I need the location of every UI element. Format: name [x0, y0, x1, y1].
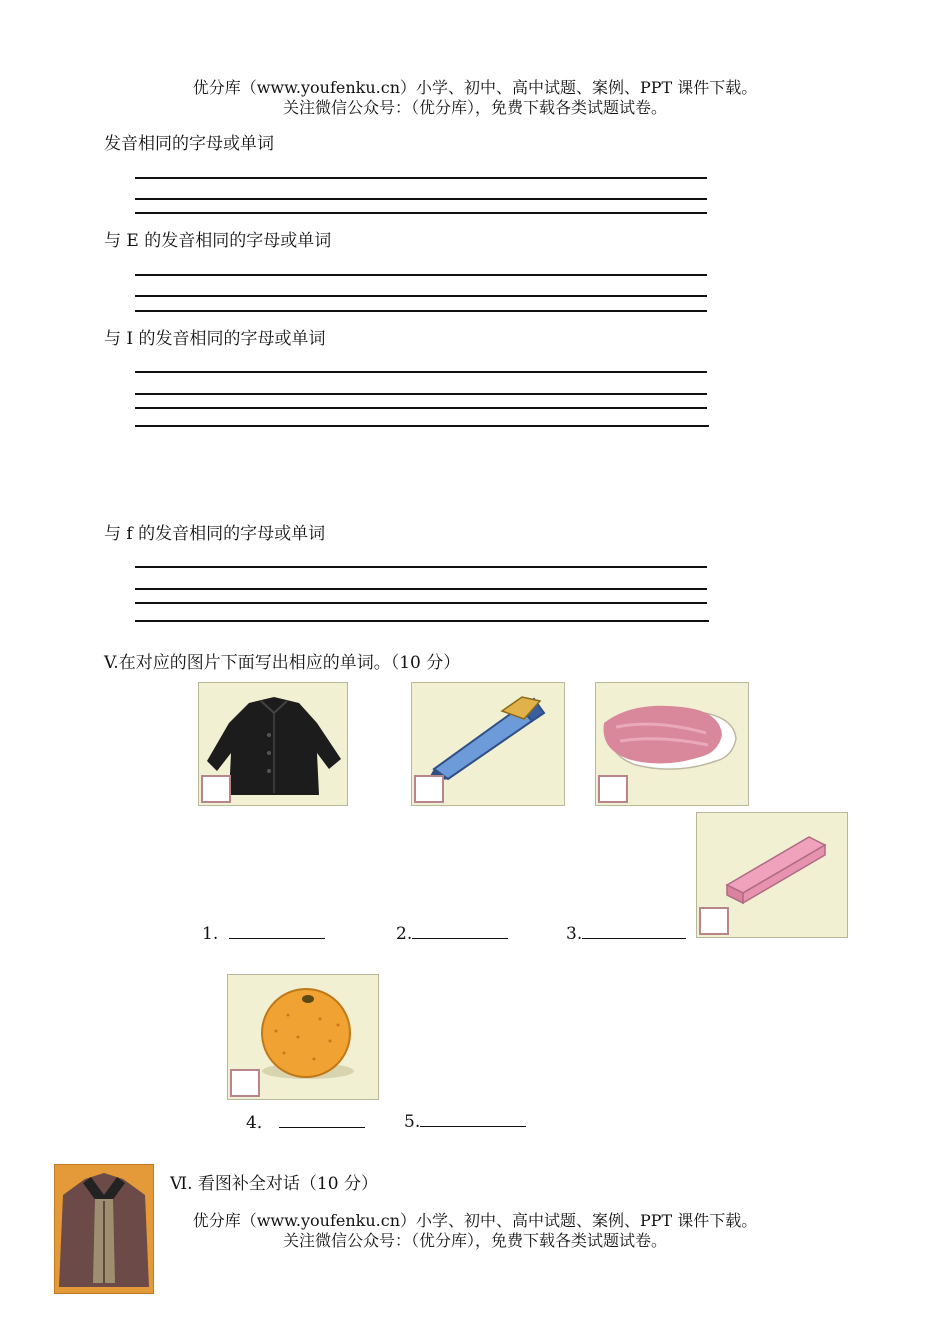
blank-2[interactable]	[396, 920, 508, 944]
answer-line	[135, 602, 707, 604]
answer-line	[135, 310, 707, 312]
section-label-4: 与 f 的发音相同的字母或单词	[104, 524, 326, 544]
blank-3[interactable]	[566, 920, 686, 944]
blank-number-2: 2.	[396, 924, 413, 944]
answer-line	[135, 198, 707, 200]
footer-line-2: 关注微信公众号：（优分库），免费下载各类试题试卷。	[282, 1231, 667, 1250]
section-label-1: 发音相同的字母或单词	[104, 134, 274, 154]
answer-box	[201, 775, 231, 803]
pen-picture	[411, 682, 565, 806]
blank-line	[279, 1109, 365, 1128]
footer-line-1: 优分库（www.youfenku.cn）小学、初中、高中试题、案例、PPT 课件下载。	[192, 1211, 758, 1230]
answer-line	[135, 295, 707, 297]
ruler-picture	[696, 812, 848, 938]
answer-line	[135, 588, 707, 590]
header-line-1: 优分库（www.youfenku.cn）小学、初中、高中试题、案例、PPT 课件下载。	[192, 78, 758, 97]
header-line-2: 关注微信公众号：（优分库），免费下载各类试题试卷。	[282, 98, 667, 117]
blank-5[interactable]	[404, 1108, 526, 1132]
answer-line	[135, 425, 709, 427]
answer-line	[135, 274, 707, 276]
blank-line	[412, 920, 508, 939]
answer-box	[414, 775, 444, 803]
answer-line	[135, 407, 707, 409]
blank-line	[582, 920, 686, 939]
blank-1[interactable]	[202, 920, 325, 944]
blank-line	[229, 920, 325, 939]
blank-number-1: 1.	[202, 924, 219, 944]
blank-number-3: 3.	[566, 924, 583, 944]
eraser-picture	[595, 682, 749, 806]
blank-number-4: 4．	[246, 1113, 274, 1133]
answer-line	[135, 177, 707, 179]
answer-line	[135, 393, 707, 395]
answer-line	[135, 566, 707, 568]
blank-4[interactable]	[246, 1108, 365, 1133]
coat-picture	[198, 682, 348, 806]
answer-box	[699, 907, 729, 935]
answer-line	[135, 620, 709, 622]
section-label-3: 与 I 的发音相同的字母或单词	[104, 329, 326, 349]
part5-title: V.在对应的图片下面写出相应的单词。（10 分）	[104, 653, 461, 673]
answer-line	[135, 371, 707, 373]
section-label-2: 与 E 的发音相同的字母或单词	[104, 231, 332, 251]
answer-box	[230, 1069, 260, 1097]
answer-line	[135, 212, 707, 214]
blank-number-5: 5.	[404, 1112, 421, 1132]
part6-title: Ⅵ. 看图补全对话（10 分）	[170, 1174, 378, 1194]
orange-picture	[227, 974, 379, 1100]
answer-box	[598, 775, 628, 803]
blank-line	[420, 1108, 526, 1127]
